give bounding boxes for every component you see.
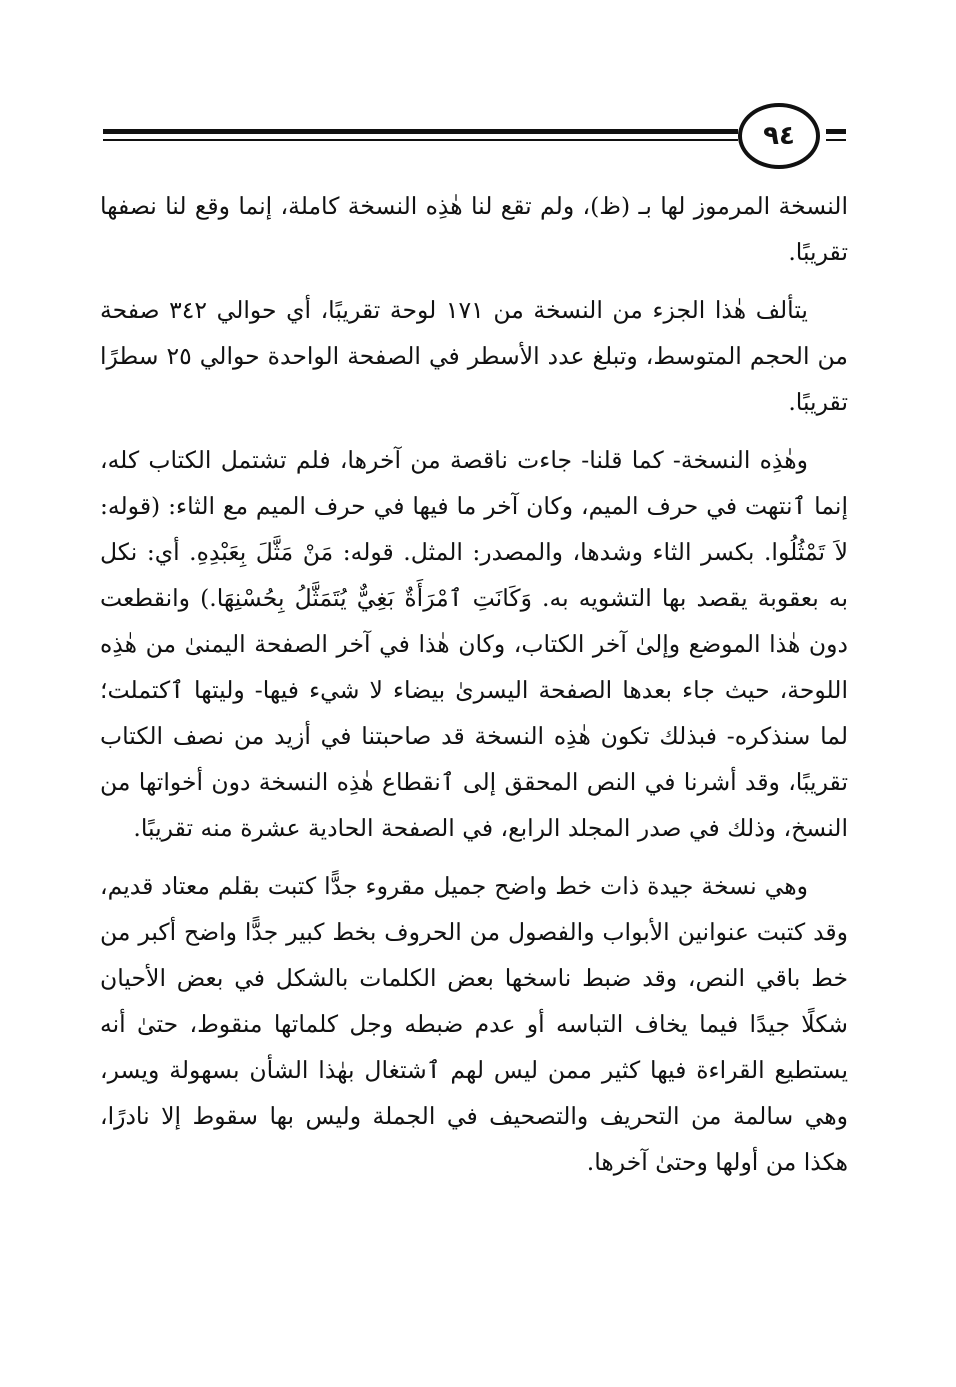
body-text <box>100 183 848 1197</box>
header-rule-thin <box>103 139 738 141</box>
header-rule-right-thick <box>826 129 846 134</box>
header-rule-thick <box>103 129 738 134</box>
paragraph-1: النسخة المرموز لها بـ (ظ)، ولم تقع لنا هٰذِه النسخة كاملة، إنما وقع لنا نصفها تقريبًا. <box>100 192 848 266</box>
paragraph-2: يتألف هٰذا الجزء من النسخة من ١٧١ لوحة تقريبًا، أي حوالي ٣٤٢ صفحة من الحجم المتوسط، وتبلغ عدد الأسطر في الصفحة الواحدة حوالي ٢٥ سطرًا تقريبًا. <box>100 296 848 416</box>
paragraph-4: وهي نسخة جيدة ذات خط واضح جميل مقروء جدًّا كتبت بقلم معتاد قديم، وقد كتبت عنوانين الأبواب والفصول من الحروف بخط كبير جدًّا واضح أكبر من خط باقي النص، وقد ضبط ناسخها بعض الكلمات بالشكل في بعض الأحيان شكلًا جيدًا فيما يخاف التباسه أو عدم ضبطه وجل كلماتها منقوط، حتىٰ أنه يستطيع القراءة فيها كثير ممن ليس لهم ٱشتغال بهٰذا الشأن بسهولة ويسر، وهي سالمة من التحريف والتصحيف في الجملة وليس بها سقوط إلا نادرًا، هكذا من أولها وحتىٰ آخرها. <box>100 872 848 1176</box>
paragraph-3: وهٰذِه النسخة- كما قلنا- جاءت ناقصة من آخرها، فلم تشتمل الكتاب كله، إنما ٱنتهت في حرف الميم، وكان آخر ما فيها في حرف الميم مع الثاء: (قوله: لاَ تَمْثُلُوا. بكسر الثاء وشدها، والمصدر: المثل. قوله: مَنْ مَثَّلَ بِعَبْدِهِ. أي: نكل به بعقوبة يقصد بها التشويه به. وَكَانَتِ ٱمْرَأَةٌ بَغِيٌّ يُتَمَثَّلُ بِحُسْنِهَا.) وانقطعت دون هٰذا الموضع وإلىٰ آخر الكتاب، وكان هٰذا في آخر الصفحة اليمنىٰ من هٰذِه اللوحة، حيث جاء بعدها الصفحة اليسرىٰ بيضاء لا شيء فيها- وليتها ٱكتملت؛ لما سنذكره- فبذلك تكون هٰذِه النسخة قد صاحبتنا في أزيد من نصف الكتاب تقريبًا، وقد أشرنا في النص المحقق إلى ٱنقطاع هٰذِه النسخة دون أخواتها من النسخ، وذلك في صدر المجلد الرابع، في الصفحة الحادية عشرة منه تقريبًا. <box>100 446 848 842</box>
header-rule-right-thin <box>826 139 846 141</box>
page-number: ٩٤ <box>738 103 820 169</box>
page-header <box>0 0 956 190</box>
